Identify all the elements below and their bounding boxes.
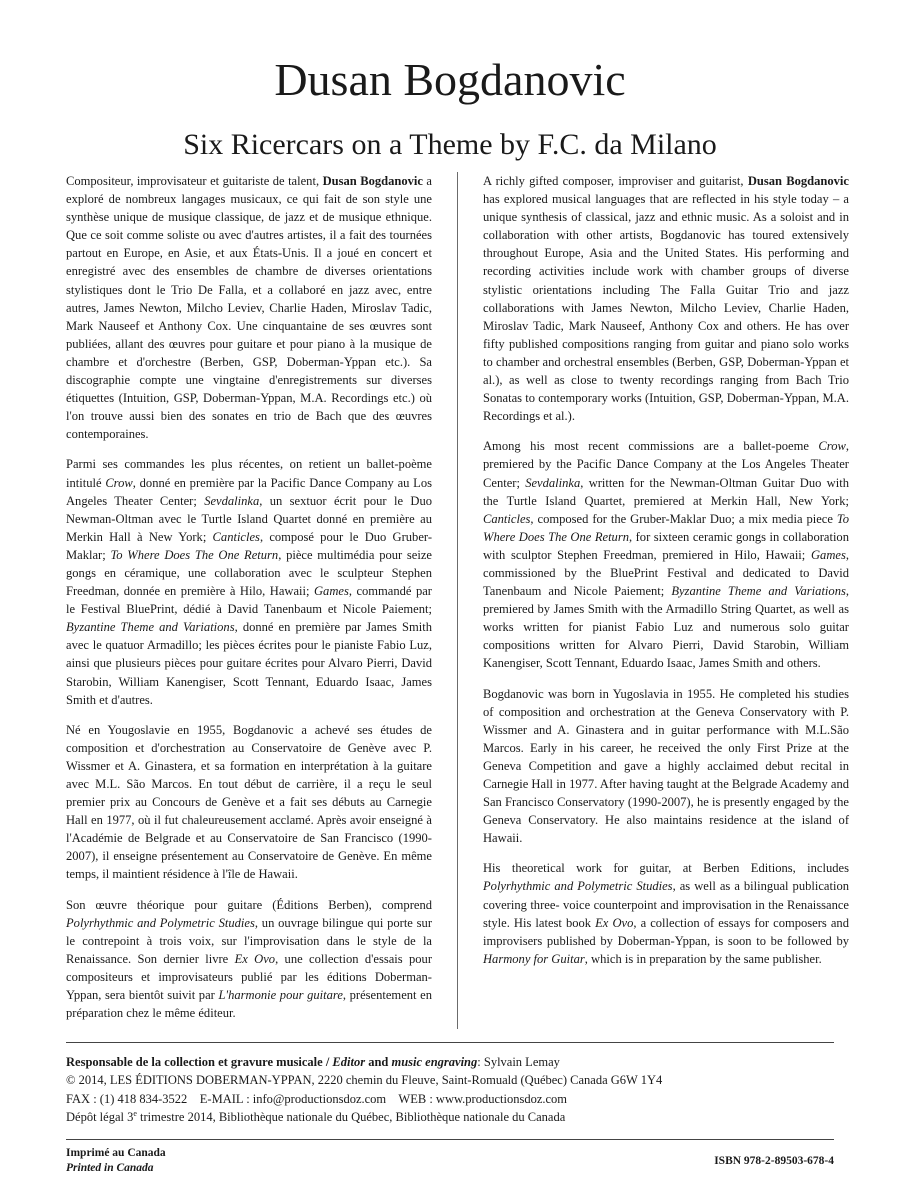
french-paragraph-2	[66, 455, 432, 708]
work-title-italic: To Where Does The One Return	[483, 511, 849, 544]
printed-in	[66, 1146, 166, 1176]
english-paragraph-2	[483, 437, 849, 672]
engraving-label-en: music engraving	[391, 1055, 478, 1069]
work-title-italic: Games	[313, 584, 349, 599]
work-title-italic: L'harmonie pour guitare	[218, 988, 343, 1003]
work-title-italic: Canticles	[212, 529, 260, 544]
text-run: A richly gifted composer, improviser and guitarist,	[483, 174, 748, 188]
work-title-italic: Ex Ovo	[234, 951, 276, 966]
text-run: , un ouvrage bilingue qui porte sur le contrepoint à trois voix, sur l'improvisation dans le style de la Renaissance. Son dernier livre	[66, 915, 433, 966]
footer-divider-top	[66, 1042, 834, 1043]
french-paragraph-3: Né en Yougoslavie en 1955, Bogdanovic a achevé ses études de composition et d'orchestration au Conservatoire de Genève avec P. Wissmer et A. Ginastera, et sa formation en interprétation à la guitare avec M.L. São Marcos. En tout début de carrière, il a reçu le seul premier prix au Concours de Genève et a fait ses débuts au Carnegie Hall en 1977, où il fut chaleureusement acclamé. Après avoir enseigné à l'Académie de Belgrade et au Conservatoire de San Francisco (1990-2007), il enseigne présentement au Conservatoire de Genève. En même temps, il maintient résidence à l'île de Hawaii.	[66, 722, 432, 882]
english-paragraph-3: Bogdanovic was born in Yugoslavia in 1955. He completed his studies of composition and orchestration at the Geneva Conservatory with P. Wissmer and A. Ginastera and in guitar performance with M.L.São Marcos. Early in his career, he received the only First Prize at the Geneva Competition and gave a highly acclaimed debut recital in Carnegie Hall in 1977. After having taught at the Belgrade Academy and San Francisco Conservatory (1990-2007), he is presently engaged by the Geneva Conservatory. He also maintains residence at the island of Hawaii.	[483, 686, 849, 846]
composer-name: Dusan Bogdanovic	[274, 54, 626, 105]
text-run: , donné en première par la Pacific Dance Company au Los Angeles Theater Center;	[66, 475, 432, 508]
text-run: a exploré de nombreux langages musicaux, ce qui fait de son style une synthèse unique de musique classique, de jazz et de musique ethnique. Que ce soit comme soliste ou avec d'autres artistes, il a fait des tournées partout en Europe, en Asie, et aux États-Unis. Il a joué en concert et enregistré avec des ensembles de chambre de diverses orientations stylistiques dont le Trio De Falla, et a collaboré en jazz avec, entre autres, James Newton, Milcho Leviev, Charlie Haden, Miroslav Tadic, Mark Nauseef et Anthony Cox. Une cinquantaine de ses œuvres sont publiées, allant des œuvres pour guitare et pour piano à la musique de chambre et d'orchestre (Berben, GSP, Doberman-Yppan etc.). Sa discographie compte une vingtaine d'enregistrements sur diverses étiquettes (Intuition, GSP, Doberman-Yppan, M.A. Recordings etc.) où l'on trouve aussi bien des sonates en trio de Bach que des œuvres contemporaines.	[66, 174, 432, 442]
text-run: Compositeur, improvisateur et guitariste de talent,	[66, 174, 323, 188]
french-paragraph-1	[66, 172, 432, 443]
editor-name: : Sylvain Lemay	[477, 1055, 560, 1069]
text-run: trimestre 2014, Bibliothèque nationale du Québec, Bibliothèque nationale du Canada	[136, 1109, 566, 1124]
work-title-italic: Crow	[105, 475, 133, 490]
work-title-italic: Sevdalinka	[525, 475, 581, 490]
text-run: , premiered by James Smith with the Armadillo String Quartet, as well as works written for pianist Fabio Luz and numerous solo guitar compositions written for Alvaro Pierri, David Starobin, William Kanengiser, Scott Tennant, Eduardo Isaac, James Smith and others.	[483, 584, 849, 671]
contact-line: FAX : (1) 418 834-3522 E-MAIL : info@productionsdoz.com WEB : www.productionsdoz.com	[66, 1091, 568, 1106]
legal-deposit-line	[66, 1108, 846, 1126]
work-title-italic: Sevdalinka	[204, 493, 260, 508]
text-run: His theoretical work for guitar, at Berben Editions, includes	[483, 861, 849, 876]
text-run: , premiered by the Pacific Dance Company at the Los Angeles Theater Center;	[483, 439, 849, 490]
column-divider	[457, 172, 458, 1029]
work-title-italic: Byzantine Theme and Variations	[671, 584, 846, 599]
text-run: , commissioned by the BluePrint Festival and dedicated to David Tanenbaum and Nicole Paiement;	[483, 547, 849, 599]
work-title: Six Ricercars on a Theme by F.C. da Milano	[183, 128, 717, 161]
ordinal-suffix: e	[133, 1108, 137, 1118]
text-run: , which is in preparation by the same publisher.	[584, 951, 822, 966]
text-run: Son œuvre théorique pour guitare (Éditions Berben), comprend	[66, 897, 432, 912]
text-run: , un sextuor écrit pour le Duo Newman-Oltman avec le Turtle Island Quartet donné en première au Merkin Hall à New York;	[66, 493, 432, 544]
work-title-italic: Canticles	[483, 511, 531, 526]
english-paragraph-4	[483, 859, 849, 968]
text-run: , pièce multimédia pour seize gongs en céramique, une collaboration avec le sculpteur Stephen Freedman, donnée en première à Hilo, Hawaii;	[66, 547, 433, 599]
separator: /	[322, 1055, 333, 1069]
work-title-italic: To Where Does The One Return	[110, 547, 279, 562]
work-title-italic: Crow	[818, 439, 846, 454]
french-paragraph-4	[66, 896, 432, 1023]
text-run: Dépôt légal 3	[66, 1109, 134, 1124]
editor-label-en: Editor	[332, 1055, 366, 1069]
text-run: , composé pour le Duo Gruber-Maklar;	[66, 529, 433, 562]
publication-credits	[66, 1053, 846, 1126]
english-paragraph-1	[483, 172, 849, 425]
english-biography	[483, 172, 849, 980]
text-run: has explored musical languages that are reflected in his style today – a unique synthesis of classical, jazz and ethnic music. As a soloist and in collaboration with other artists, Bogdanovic has toured extensively throughout Europe, Asia and the United States. His performing and recording activities include work with chamber groups of diverse stylistic orientations including The Falla Guitar Trio and jazz collaborations with James Newton, Milcho Leviev, Charlie Haden, Miroslav Tadic, Mark Nauseef, Anthony Cox and others. He has over fifty published compositions ranging from guitar and piano solo works to chamber and orchestral ensembles (Berben, GSP, Doberman-Yppan et al.), as well as close to twenty recordings ranging from Bach Trio Sonatas to contemporary works (Intuition, GSP, Doberman-Yppan, M.A. Recordings et al.).	[483, 192, 849, 424]
text-run: , for sixteen ceramic gongs in collaboration with sculptor Stephen Freedman, premiered in Hilo, Hawaii;	[483, 529, 849, 562]
composer-name-bold: Dusan Bogdanovic	[747, 174, 849, 188]
work-title-italic: Games	[811, 547, 846, 562]
text-run: , présentement en préparation chez le même éditeur.	[66, 988, 432, 1021]
text-run: and	[365, 1055, 392, 1069]
text-run: , une collection d'essais pour compositeurs et improvisateurs publié par les éditions Doberman-Yppan, sera bientôt suivit par	[66, 951, 432, 1003]
work-title-italic: Polyrhythmic and Polymetric Studies	[66, 915, 255, 930]
printed-en: Printed in Canada	[66, 1162, 154, 1174]
text-run: , written for the Newman-Oltman Guitar Duo with the Turtle Island Quartet, premiered at Merkin Hall, New York;	[483, 475, 849, 508]
text-run: , commandé par le Festival BluePrint, dédié à David Tanenbaum et Nicole Paiement;	[66, 584, 432, 617]
work-title-italic: Byzantine Theme and Variations	[66, 620, 235, 635]
footer-divider-bottom	[66, 1139, 834, 1140]
editor-credit	[66, 1053, 846, 1071]
french-biography	[66, 172, 432, 1034]
text-run: , a collection of essays for composers and improvisers published by Doberman-Yppan, is soon to be followed by	[483, 915, 849, 948]
text-run: Among his most recent commissions are a ballet-poeme	[483, 439, 819, 454]
work-title-italic: Harmony for Guitar	[483, 951, 585, 966]
text-run: , donné en première par James Smith avec le quatuor Armadillo; les pièces écrites pour le pianiste Fabio Luz, ainsi que plusieurs pièces pour guitare écrites pour Alvaro Pierri, David Starobin, William Kanengiser, Scott Tennant, Eduardo Isaac, James Smith et d'autres.	[66, 620, 432, 707]
work-title-italic: Polyrhythmic and Polymetric Studies	[483, 879, 673, 894]
printed-fr: Imprimé au Canada	[66, 1147, 166, 1159]
text-run: , composed for the Gruber-Maklar Duo; a mix media piece	[530, 511, 837, 526]
editor-label-fr: Responsable de la collection et gravure musicale	[66, 1055, 323, 1069]
text-run: Parmi ses commandes les plus récentes, on retient un ballet-poème intitulé	[66, 457, 432, 490]
isbn: ISBN 978-2-89503-678-4	[714, 1155, 834, 1167]
work-title-italic: Ex Ovo	[595, 915, 634, 930]
text-run: , as well as a bilingual publication covering three- voice counterpoint and improvisation in the Renaissance style. His latest book	[483, 879, 849, 930]
composer-name-bold: Dusan Bogdanovic	[322, 174, 423, 188]
copyright-line: © 2014, LES ÉDITIONS DOBERMAN-YPPAN, 2220 chemin du Fleuve, Saint-Romuald (Québec) Canada G6W 1Y4	[66, 1073, 663, 1088]
